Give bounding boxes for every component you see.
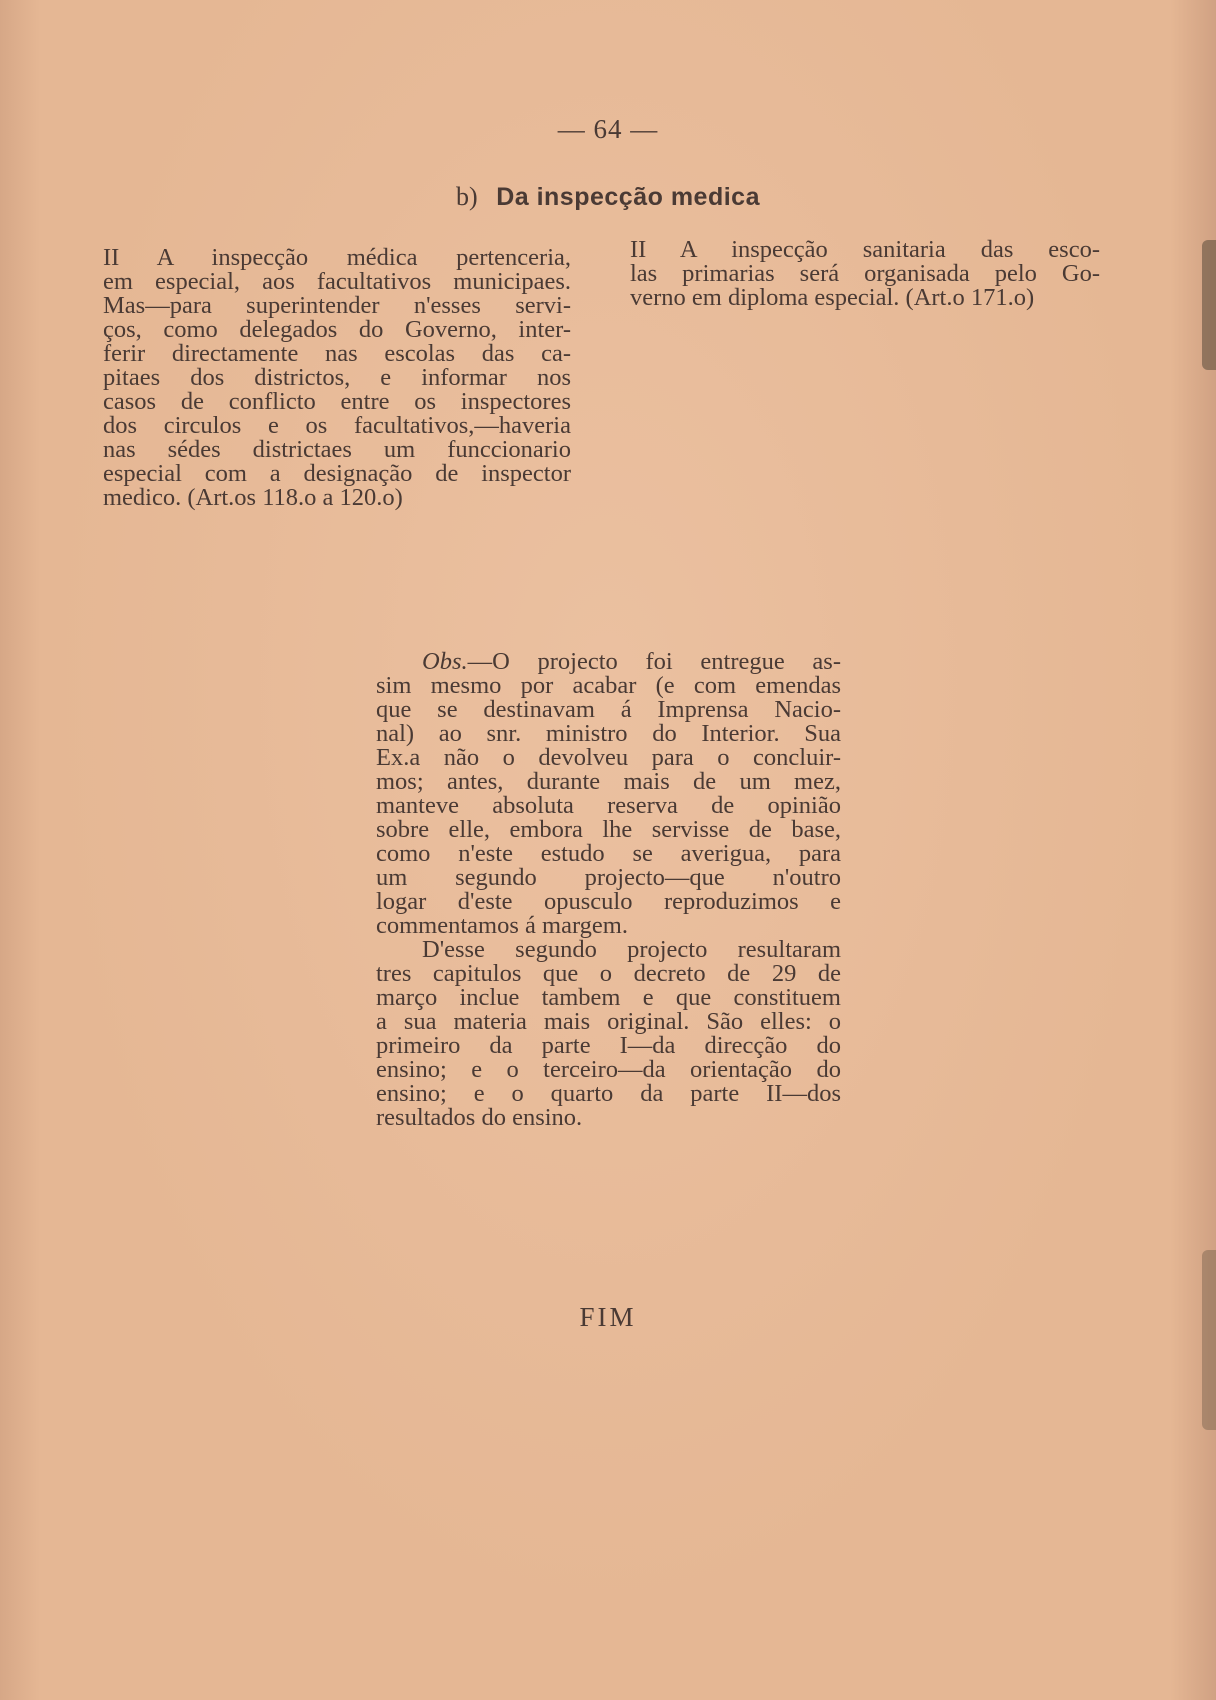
text-line: Mas—para superintender n'esses servi-	[103, 292, 571, 319]
edge-stain-decoration	[1202, 1250, 1216, 1430]
section-heading	[0, 182, 1216, 212]
text-line: que se destinavam á Imprensa Nacio-	[376, 696, 841, 723]
text-line: março inclue tambem e que constituem	[376, 984, 841, 1011]
text-line: a sua materia mais original. São elles: o	[376, 1008, 841, 1035]
text-line: resultados do ensino.	[376, 1104, 583, 1131]
text-line: ços, como delegados do Governo, inter-	[103, 316, 571, 343]
section-letter: b)	[456, 182, 478, 211]
text-line: como n'este estudo se averigua, para	[376, 840, 841, 867]
text-line: ensino; e o terceiro—da orientação do	[376, 1056, 841, 1083]
text-line: sobre elle, embora lhe servisse de base,	[376, 816, 841, 843]
text-line: especial com a designação de inspector	[103, 460, 571, 487]
text-line: D'esse segundo projecto resultaram	[422, 936, 841, 963]
observation-lead: Obs.	[422, 648, 468, 675]
text-line: casos de conflicto entre os inspectores	[103, 388, 571, 415]
text-line: II A inspecção médica pertenceria,	[103, 244, 571, 271]
text-line: tres capitulos que o decreto de 29 de	[376, 960, 841, 987]
text-line: las primarias será organisada pelo Go-	[630, 260, 1100, 287]
text-line: ferir directamente nas escolas das ca-	[103, 340, 571, 367]
text-line: ensino; e o quarto da parte II—dos	[376, 1080, 841, 1107]
text-line: Ex.a não o devolveu para o concluir-	[376, 744, 841, 771]
text-line: dos circulos e os facultativos,—haveria	[103, 412, 571, 439]
text-line: em especial, aos facultativos municipaes.	[103, 268, 571, 295]
text-line: commentamos á margem.	[376, 912, 628, 939]
observation-first-line-text: —O projecto foi entregue as-	[467, 648, 841, 675]
left-column-paragraph	[103, 246, 571, 510]
text-line: primeiro da parte I—da direcção do	[376, 1032, 841, 1059]
text-line: nas sédes districtaes um funccionario	[103, 436, 571, 463]
text-line: logar d'este opusculo reproduzimos e	[376, 888, 841, 915]
text-line: medico. (Art.os 118.o a 120.o)	[103, 484, 403, 511]
text-line: pitaes dos districtos, e informar nos	[103, 364, 571, 391]
page-number: — 64 —	[557, 114, 659, 144]
text-line: um segundo projecto—que n'outro	[376, 864, 841, 891]
observation-note	[376, 650, 841, 1130]
end-mark: FIM	[579, 1302, 637, 1332]
section-title: Da inspecção medica	[496, 183, 760, 211]
edge-stain-decoration	[1202, 240, 1216, 370]
right-column-paragraph	[630, 238, 1100, 310]
text-line: manteve absoluta reserva de opinião	[376, 792, 841, 819]
text-line: sim mesmo por acabar (e com emendas	[376, 672, 841, 699]
observation-first-line	[376, 650, 841, 674]
text-line: II A inspecção sanitaria das esco-	[630, 236, 1100, 263]
text-line: nal) ao snr. ministro do Interior. Sua	[376, 720, 841, 747]
text-line: mos; antes, durante mais de um mez,	[376, 768, 841, 795]
text-line: verno em diploma especial. (Art.o 171.o)	[630, 284, 1035, 311]
